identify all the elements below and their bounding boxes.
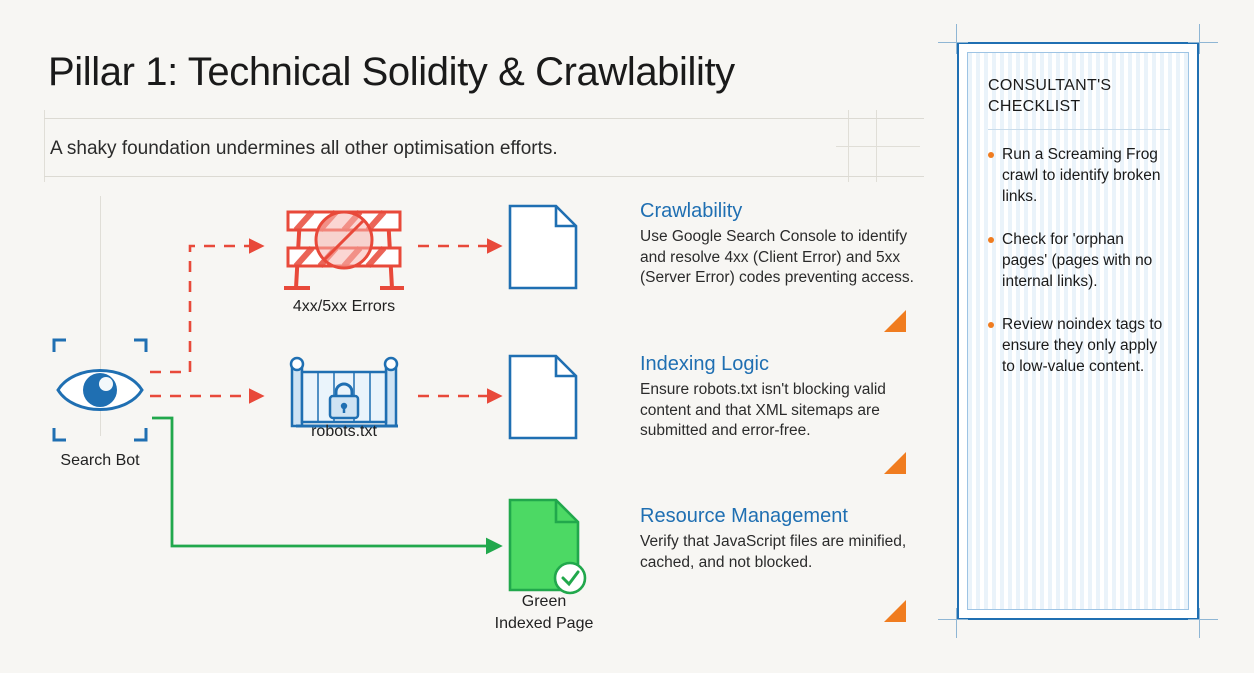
- source-label: Search Bot: [60, 452, 140, 469]
- block-body: Use Google Search Console to identify and resolve 4xx (Client Error) and 5xx (Server Error) codes preventing access.: [640, 228, 914, 286]
- block-heading: Crawlability: [640, 200, 743, 222]
- corner-triangle-accent: [884, 600, 906, 622]
- corner-triangle-accent: [884, 452, 906, 474]
- node-label-indexed-line2: Indexed Page: [494, 615, 594, 632]
- bullet-dot-icon: [988, 152, 994, 158]
- eye-scan-icon: [54, 340, 146, 440]
- list-item: [988, 229, 1170, 292]
- text-block-crawlability: [640, 200, 920, 289]
- list-item: [988, 314, 1170, 377]
- checklist-panel: [957, 42, 1199, 620]
- block-heading: Indexing Logic: [640, 353, 769, 375]
- text-block-resource-management: [640, 505, 920, 573]
- text-block-indexing-logic: [640, 353, 920, 442]
- locked-gate-icon: [291, 358, 398, 426]
- block-body: Verify that JavaScript files are minified, cached, and not blocked.: [640, 533, 907, 571]
- crop-mark-bottom-left: [938, 608, 968, 638]
- checklist-title: CONSULTANT'S CHECKLIST: [988, 77, 1112, 115]
- checked-document-icon: [510, 500, 585, 593]
- checklist-divider: [988, 129, 1170, 130]
- crop-mark-bottom-right: [1188, 608, 1218, 638]
- list-item: [988, 144, 1170, 207]
- road-barrier-icon: [284, 212, 404, 288]
- node-label-errors: 4xx/5xx Errors: [292, 298, 396, 315]
- page-title: Pillar 1: Technical Solidity & Crawlability: [48, 50, 735, 94]
- list-item-label: Check for 'orphan pages' (pages with no internal links).: [1002, 231, 1153, 290]
- list-item-label: Review noindex tags to ensure they only apply to low-value content.: [1002, 316, 1163, 375]
- block-heading: Resource Management: [640, 505, 848, 527]
- checklist-content: [968, 53, 1188, 609]
- corner-triangle-accent: [884, 310, 906, 332]
- blank-document-icon: [510, 356, 576, 438]
- crop-mark-top-left: [938, 24, 968, 54]
- page-subtitle: A shaky foundation undermines all other optimisation efforts.: [50, 138, 558, 159]
- list-item-label: Run a Screaming Frog crawl to identify broken links.: [1002, 146, 1161, 205]
- blank-document-icon: [510, 206, 576, 288]
- node-label-indexed-line1: Green: [521, 593, 567, 610]
- block-body: Ensure robots.txt isn't blocking valid content and that XML sitemaps are submitted and error-free.: [640, 381, 886, 439]
- node-label-robots: robots.txt: [311, 423, 377, 440]
- bullet-dot-icon: [988, 322, 994, 328]
- crop-mark-top-right: [1188, 24, 1218, 54]
- bullet-dot-icon: [988, 237, 994, 243]
- checklist-panel-inner: [967, 52, 1189, 610]
